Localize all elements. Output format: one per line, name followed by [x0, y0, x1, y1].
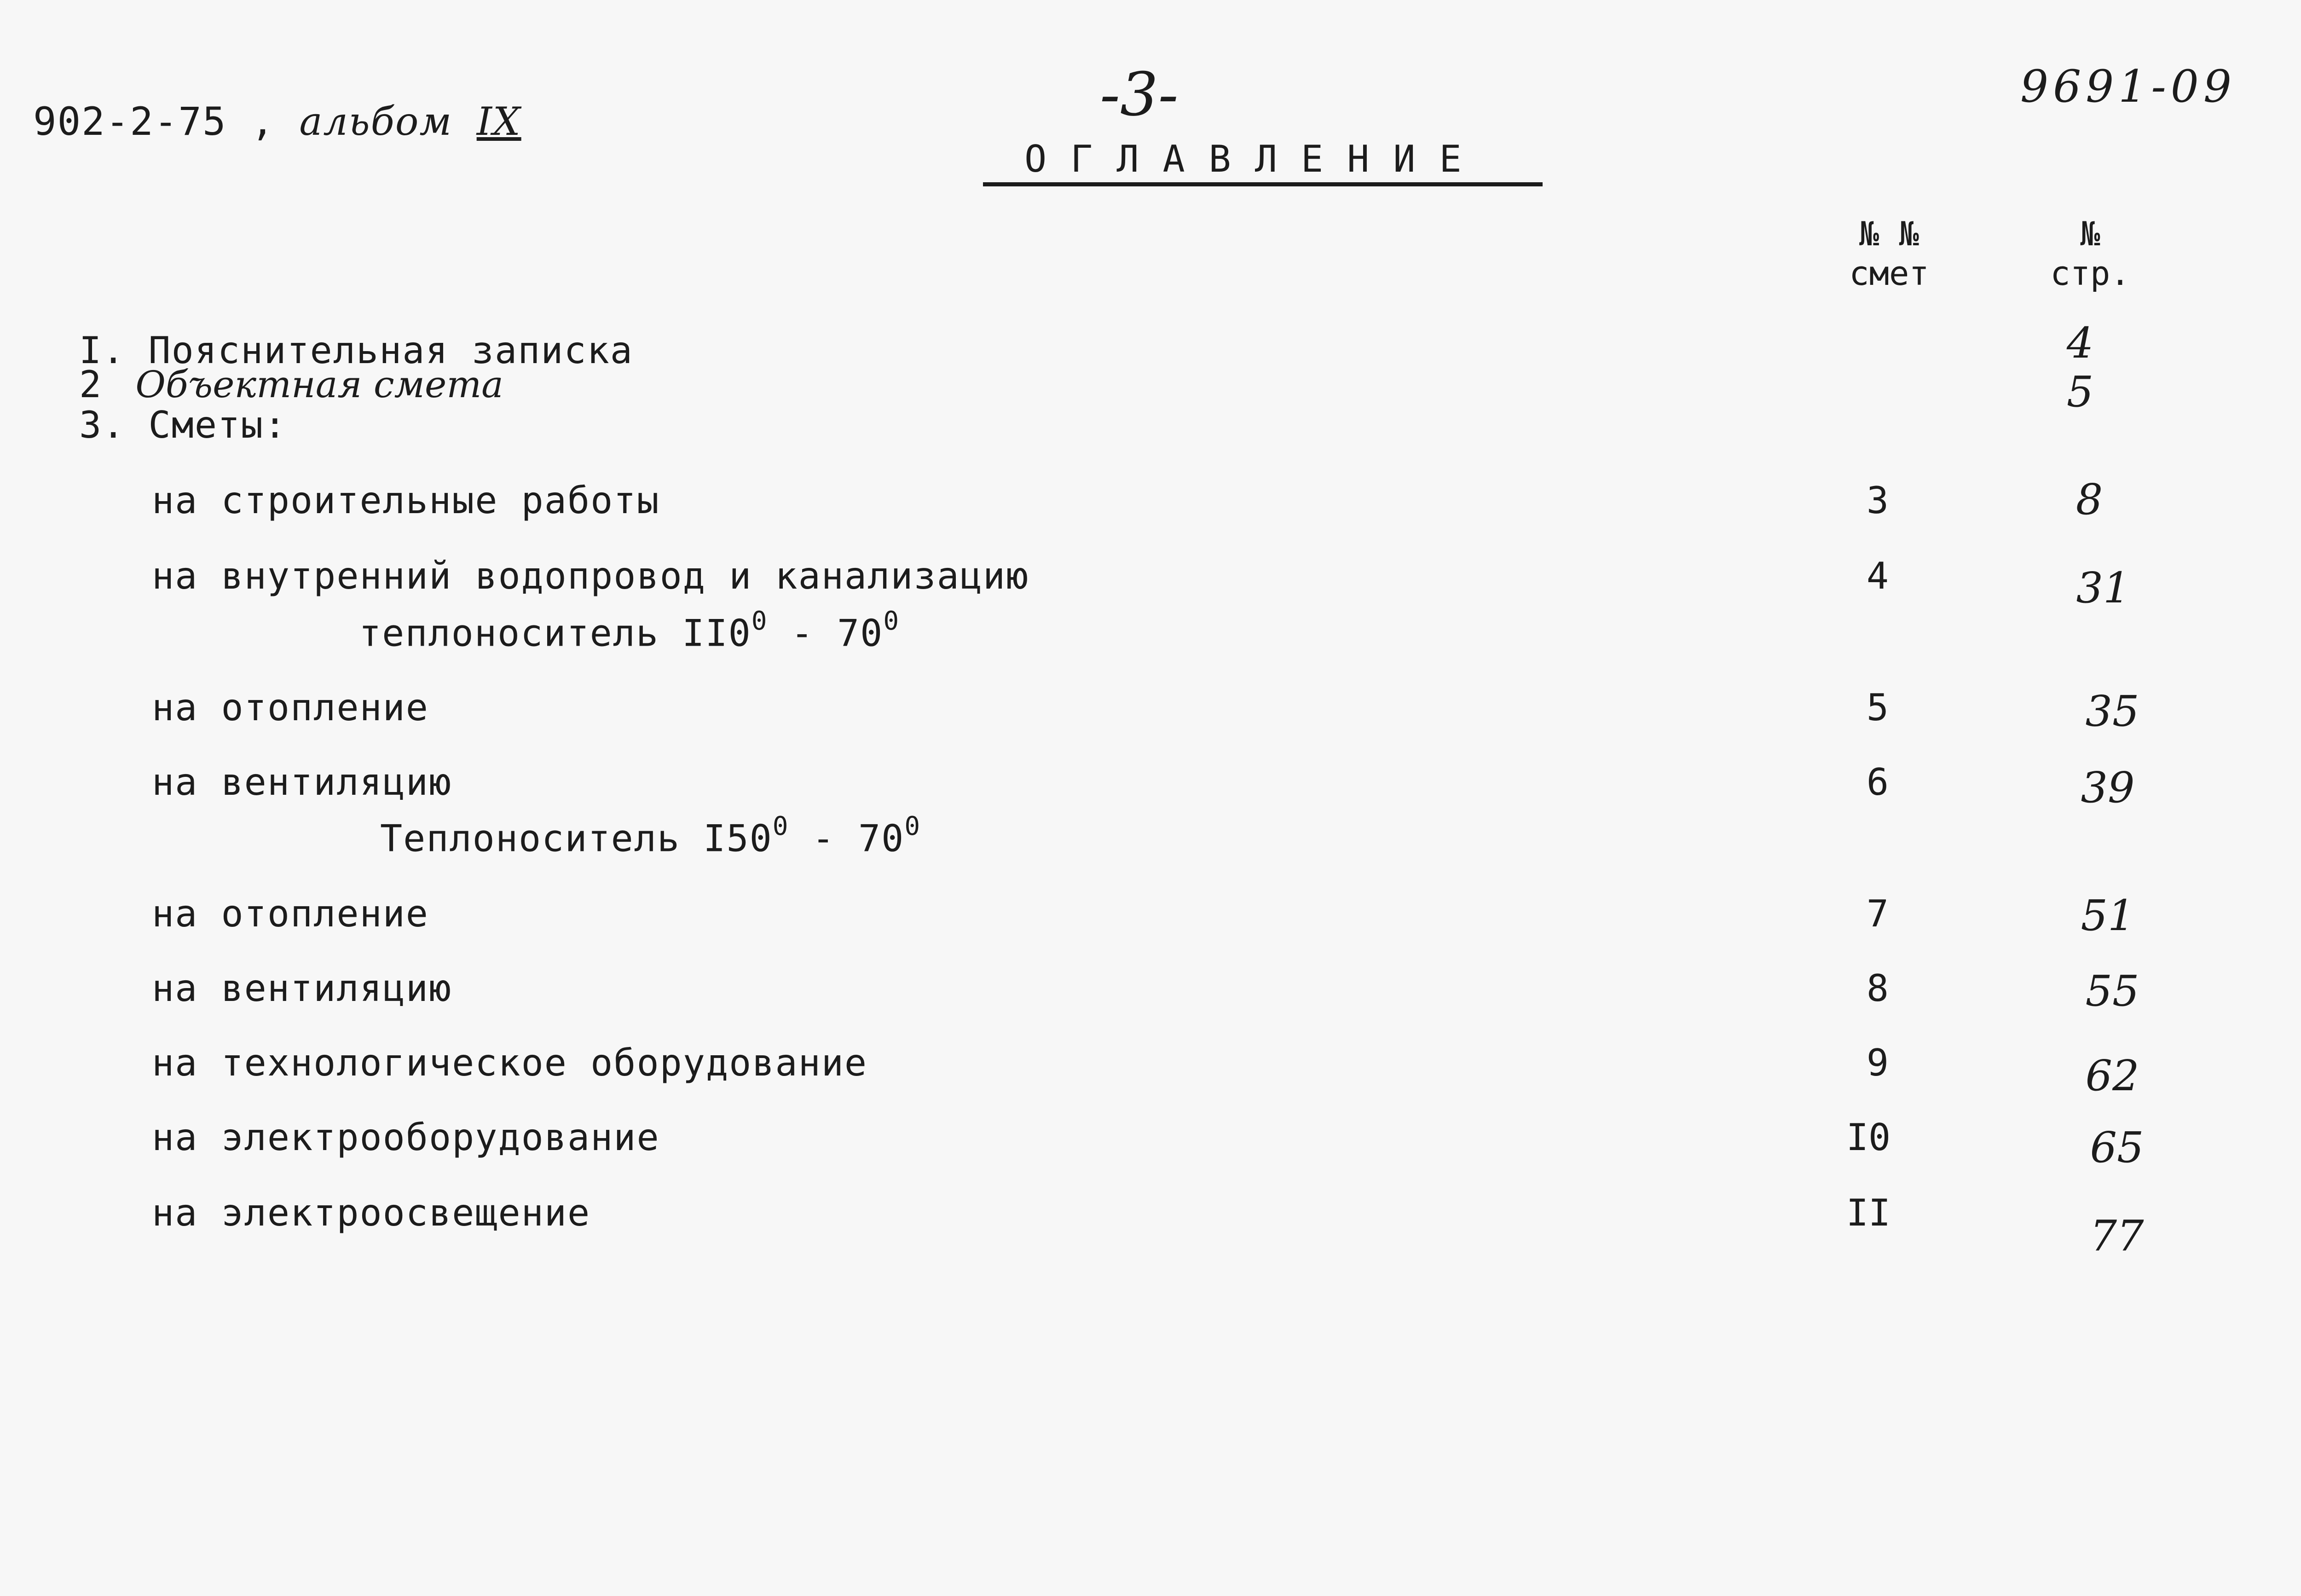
page-mark: -3-: [1100, 59, 1179, 129]
document-code: [33, 99, 521, 144]
row-page-7: 62: [2085, 1051, 2139, 1100]
album-label: альбом: [299, 99, 453, 144]
row-estimate-6: 8: [1866, 967, 1889, 1010]
row-estimate-9: II: [1846, 1191, 1891, 1234]
section-3: [79, 404, 287, 446]
inventory-number: 9691-09: [2020, 61, 2236, 112]
row-label-5: на отопление: [152, 892, 429, 935]
row-page-9: 77: [2090, 1211, 2144, 1261]
subheading-150-degree-1: 0: [772, 811, 789, 841]
section-2-number: 2: [79, 363, 103, 406]
row-page-8: 65: [2090, 1123, 2144, 1172]
row-label-3: на отопление: [152, 686, 429, 729]
pages-header-line2: стр.: [2050, 254, 2130, 293]
subheading-150-mid: - 70: [789, 817, 905, 860]
row-page-2: 31: [2076, 563, 2130, 613]
title-underline: [983, 182, 1543, 186]
section-1-number: I.: [79, 329, 126, 372]
section-2-label: Объектная смета: [135, 363, 503, 406]
row-estimate-3: 5: [1866, 686, 1889, 729]
subheading-coolant-150: [380, 811, 921, 860]
estimates-column-header: [1829, 214, 1949, 293]
pages-header-line1: №: [2080, 214, 2100, 253]
page-title: ОГЛАВЛЕНИЕ: [1024, 138, 1486, 180]
subheading-110-degree-1: 0: [751, 606, 768, 636]
subheading-110-text: теплоноситель II0: [359, 612, 752, 655]
row-page-6: 55: [2085, 966, 2139, 1016]
subheading-150-text: Теплоноситель I50: [380, 817, 773, 860]
row-label-7: на технологическое оборудование: [152, 1041, 868, 1084]
section-2: [79, 363, 503, 406]
estimates-header-line2: смет: [1849, 254, 1929, 293]
row-label-1: на строительные работы: [152, 479, 660, 522]
section-3-number: 3.: [79, 404, 126, 446]
row-label-8: на электрооборудование: [152, 1116, 660, 1159]
section-3-label: Сметы:: [148, 404, 287, 446]
subheading-150-degree-2: 0: [904, 811, 921, 841]
row-label-4: на вентиляцию: [152, 761, 452, 804]
section-1-page: 4: [2066, 318, 2094, 368]
document-code-text: 902-2-75 ,: [33, 99, 275, 144]
row-estimate-4: 6: [1866, 761, 1889, 804]
row-page-4: 39: [2081, 763, 2135, 812]
row-estimate-2: 4: [1866, 555, 1889, 597]
pages-column-header: [2030, 214, 2150, 293]
row-estimate-5: 7: [1866, 892, 1889, 935]
row-estimate-8: I0: [1846, 1116, 1891, 1159]
row-page-5: 51: [2081, 891, 2135, 940]
subheading-110-degree-2: 0: [883, 606, 900, 636]
subheading-110-mid: - 70: [768, 612, 884, 655]
row-estimate-7: 9: [1866, 1041, 1889, 1084]
row-label-9: на электроосвещение: [152, 1191, 591, 1234]
album-number: IX: [476, 99, 521, 144]
row-page-1: 8: [2076, 475, 2103, 524]
row-page-3: 35: [2085, 687, 2139, 736]
section-2-page: 5: [2066, 367, 2094, 416]
section-1-label: Пояснительная записка: [148, 329, 633, 372]
row-estimate-1: 3: [1866, 479, 1889, 522]
row-label-2: на внутренний водопровод и канализацию: [152, 555, 1029, 597]
subheading-coolant-110: [359, 606, 900, 655]
estimates-header-line1: № №: [1859, 214, 1919, 253]
row-label-6: на вентиляцию: [152, 967, 452, 1010]
